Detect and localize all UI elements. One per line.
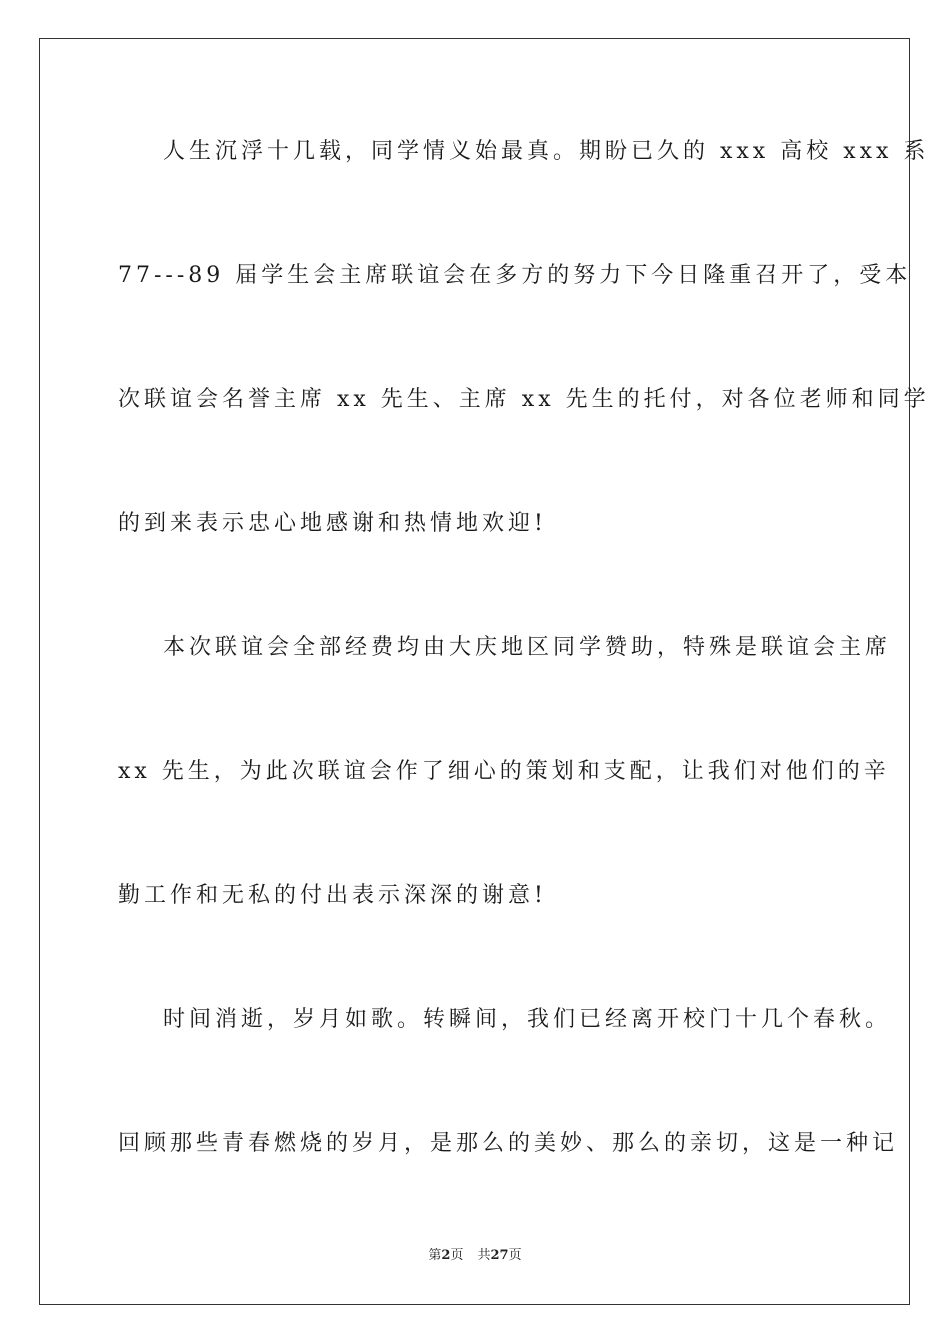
page-number: 2 [441, 1248, 451, 1263]
total-suffix: 页 [508, 1248, 522, 1263]
paragraph-1-line-2: 77---89 届学生会主席联谊会在多方的努力下今日隆重召开了，受本 [118, 263, 912, 288]
paragraph-3-line-1: 时间消逝，岁月如歌。转瞬间，我们已经离开校门十几个春秋。 [163, 1007, 892, 1032]
paragraph-1-line-4: 的到来表示忠心地感谢和热情地欢迎! [118, 511, 547, 536]
paragraph-1-line-3: 次联谊会名誉主席 xx 先生、主席 xx 先生的托付，对各位老师和同学 [118, 387, 930, 412]
paragraph-2-line-2: xx 先生，为此次联谊会作了细心的策划和支配，让我们对他们的辛 [118, 759, 890, 784]
page-prefix: 第 [428, 1248, 442, 1263]
paragraph-3-line-2: 回顾那些青春燃烧的岁月，是那么的美妙、那么的亲切，这是一种记 [118, 1131, 899, 1156]
total-pages: 27 [490, 1248, 509, 1263]
page-border [39, 38, 930, 1305]
paragraph-2-line-1: 本次联谊会全部经费均由大庆地区同学赞助，特殊是联谊会主席 [163, 635, 892, 660]
page-footer [0, 1248, 950, 1264]
paragraph-1-line-1: 人生沉浮十几载，同学情义始最真。期盼已久的 xxx 高校 xxx 系 [163, 139, 930, 164]
paragraph-2-line-3: 勤工作和无私的付出表示深深的谢意! [118, 883, 547, 908]
page-suffix: 页 [450, 1248, 464, 1263]
total-prefix: 共 [477, 1248, 491, 1263]
